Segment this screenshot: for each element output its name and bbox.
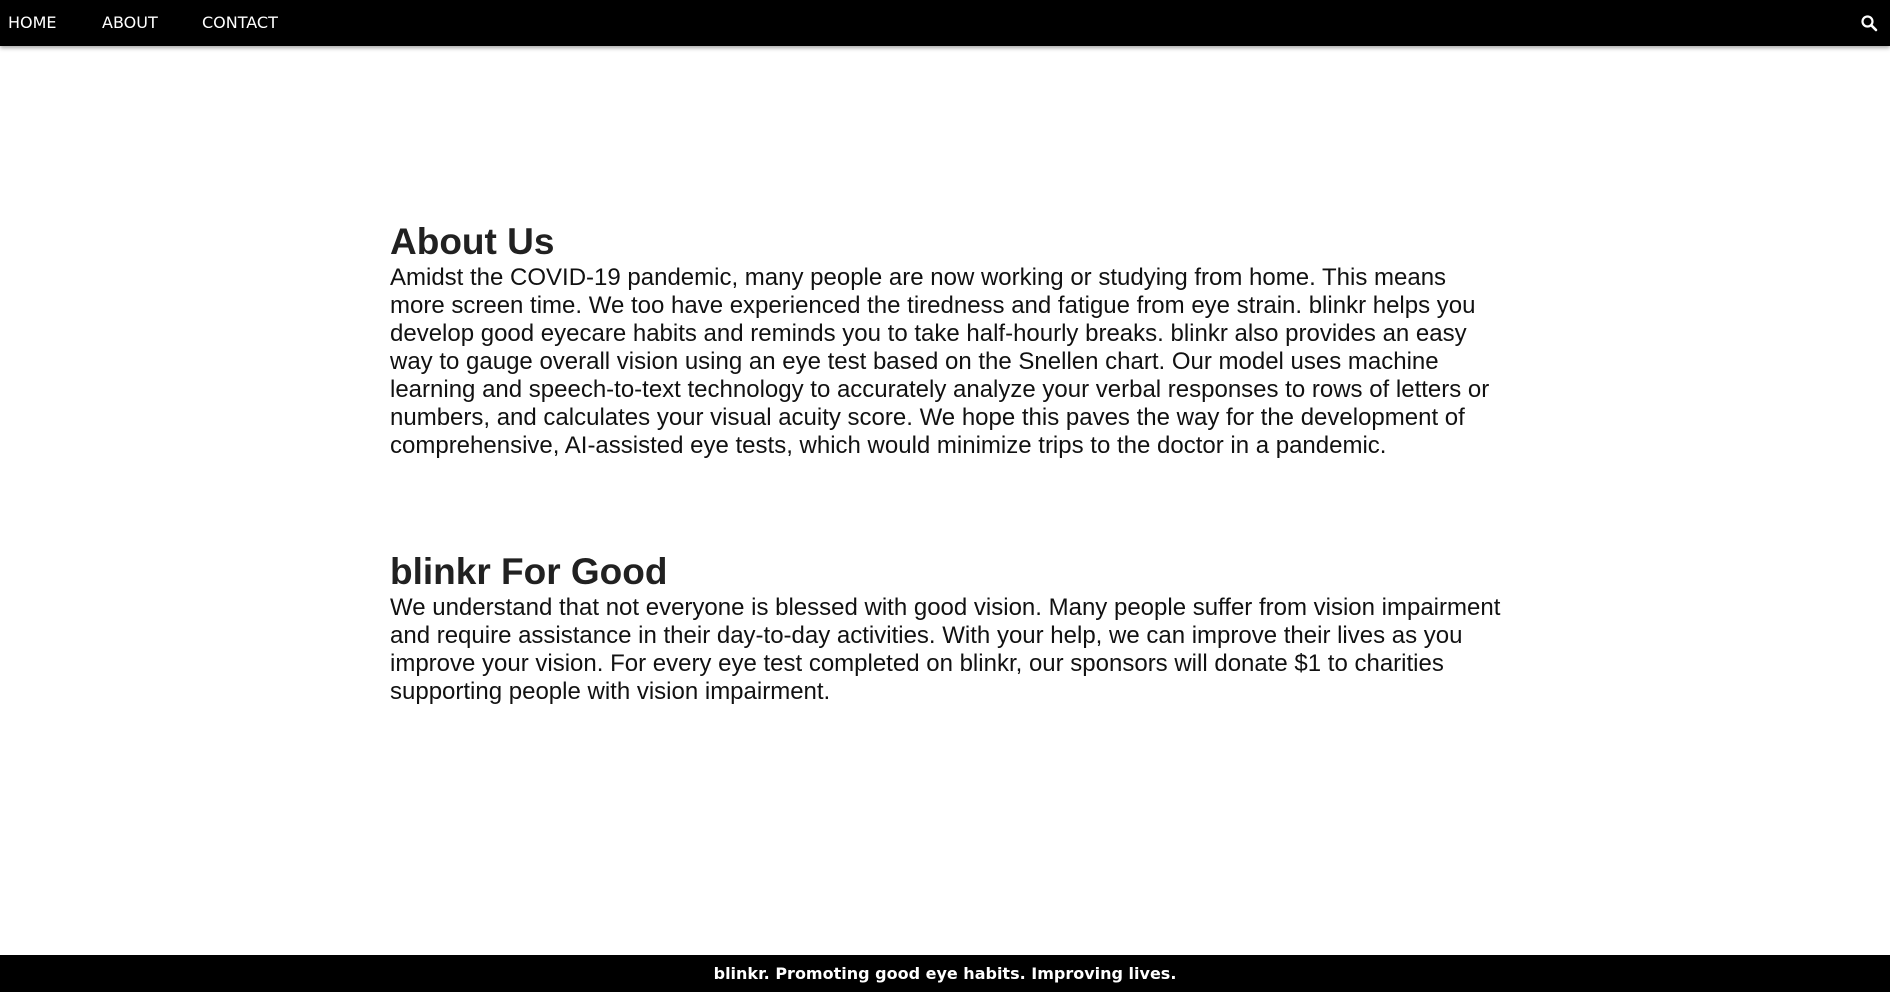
about-paragraph: Amidst the COVID-19 pandemic, many people are now working or studying from home. This means more screen time. We too have experienced the tiredness and fatigue from eye strain. blinkr helps you develop good eyecare habits and reminds you to take half-hourly breaks. blinkr also provides an easy way to gauge overall vision using an eye test based on the Snellen chart. Our model uses machine learning and speech-to-text technology to accurately analyze your verbal responses to rows of letters or numbers, and calculates your visual acuity score. We hope this paves the way for the development of comprehensive, AI-assisted eye tests, which would minimize trips to the doctor in a pandemic. (390, 264, 1490, 459)
nav-about-link[interactable]: ABOUT (102, 13, 158, 32)
about-heading: About Us (390, 221, 555, 262)
footer-tagline: blinkr. Promoting good eye habits. Improving lives. (713, 964, 1177, 983)
about-section (390, 220, 1502, 460)
for-good-heading: blinkr For Good (390, 551, 668, 592)
footer (0, 955, 1890, 992)
search-icon[interactable] (1860, 14, 1878, 32)
for-good-section (390, 550, 1502, 706)
top-navbar (0, 0, 1890, 46)
main-content (390, 190, 1502, 706)
search-icon-graphic (1860, 14, 1878, 32)
for-good-paragraph: We understand that not everyone is blessed with good vision. Many people suffer from vision impairment and require assistance in their day-to-day activities. With your help, we can improve their lives as you improve your vision. For every eye test completed on blinkr, our sponsors will donate $1 to charities supporting people with vision impairment. (390, 594, 1501, 705)
nav-home-link[interactable]: HOME (8, 13, 57, 32)
nav-contact-link[interactable]: CONTACT (202, 13, 278, 32)
